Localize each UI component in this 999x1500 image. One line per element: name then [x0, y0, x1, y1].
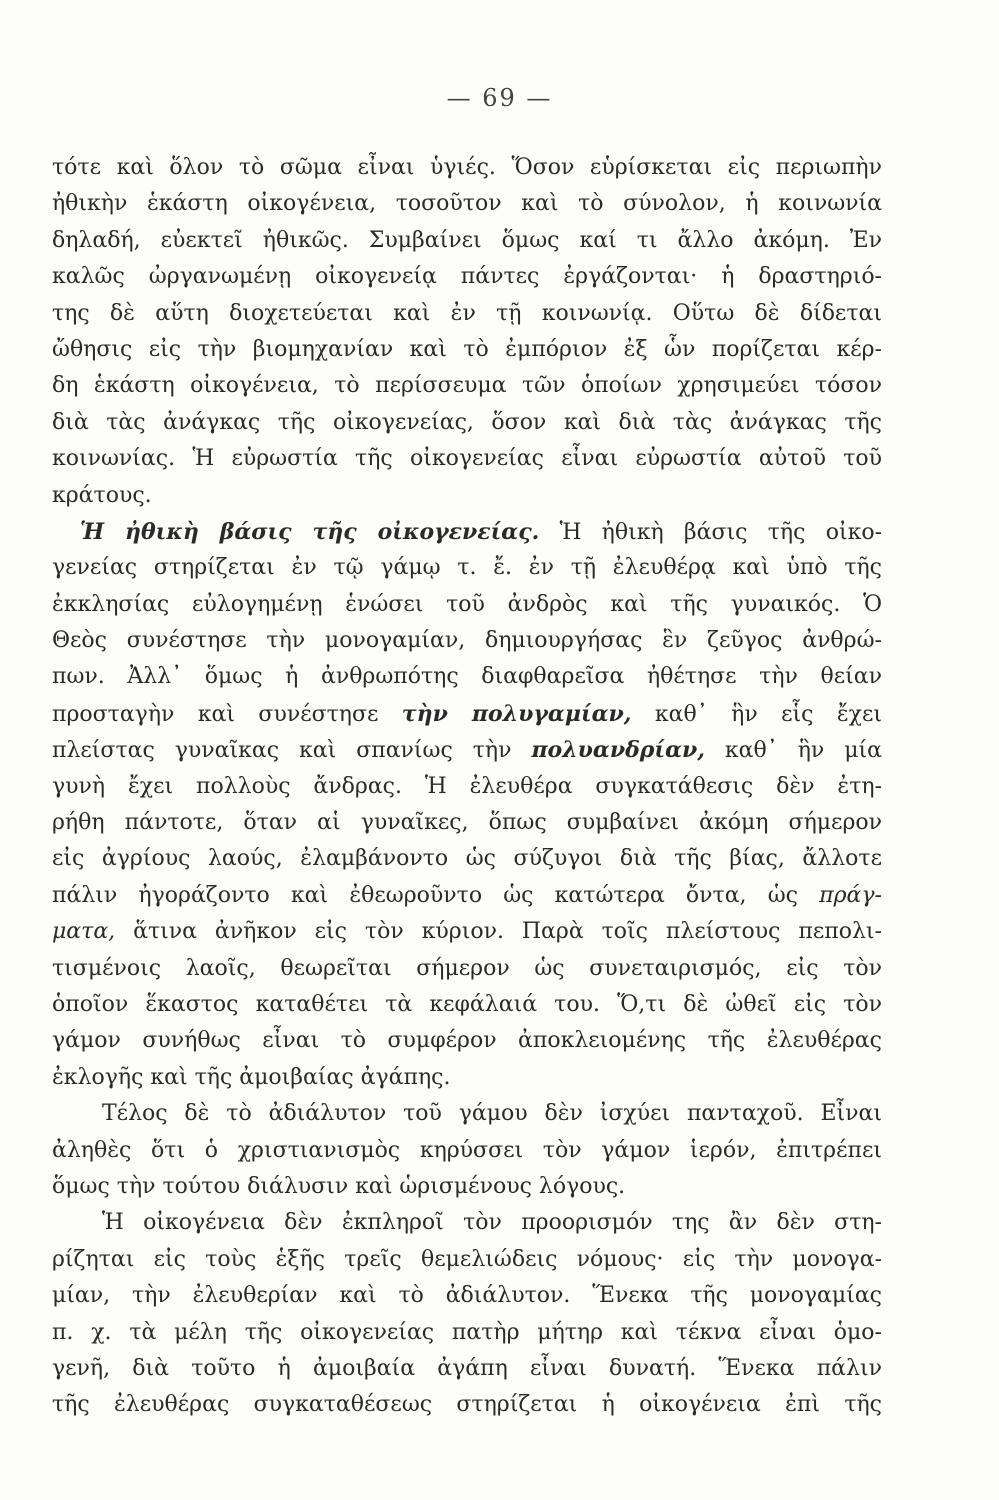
text-line: Ἡ οἰκογένεια δὲν ἐκπληροῖ τὸν προορισμόν της ἂν δὲν στη- [102, 1210, 882, 1236]
emphasis-term: ματα, [52, 919, 116, 945]
text-line: ἀληθὲς ὅτι ὁ χριστιανισμὸς κηρύσσει τὸν γάμον ἱερόν, ἐπιτρέπει [52, 1137, 882, 1163]
text-line: ὤθησις εἰς τὴν βιομηχανίαν καὶ τὸ ἐμπόριον ἐξ ὧν πορίζεται κέρ- [52, 336, 882, 362]
text-line: ὅμως τὴν τούτου διάλυσιν καὶ ὡρισμένους λόγους. [52, 1173, 626, 1199]
body-text [52, 150, 882, 1424]
page-number: — 69 — [446, 84, 553, 112]
text-line: γυνὴ ἔχει πολλοὺς ἄνδρας. Ἡ ἐλευθέρα συγκατάθεσις δὲν ἐτη- [52, 773, 882, 799]
text-line: ρίζηται εἰς τοὺς ἑξῆς τρεῖς θεμελιώδεις νόμους· εἰς τὴν μονογα- [52, 1246, 882, 1272]
text-line [52, 732, 882, 768]
text-line: εἰς ἀγρίους λαούς, ἐλαμβάνοντο ὡς σύζυγοι διὰ τῆς βίας, ἄλλοτε [52, 846, 882, 872]
text-fragment: πάλιν ἠγοράζοντο καὶ ἐθεωροῦντο ὡς κατώτερα ὄντα, ὡς [52, 882, 820, 908]
text-line: ἠθικὴν ἑκάστη οἰκογένεια, τοσοῦτον καὶ τὸ σύνολον, ἡ κοινωνία [52, 191, 882, 217]
text-fragment: καθ᾽ ἣν εἷς ἔχει [631, 701, 883, 727]
text-line [52, 878, 882, 914]
text-line: δη ἑκάστη οἰκογένεια, τὸ περίσσευμα τῶν ὁποίων χρησιμεύει τόσον [52, 373, 882, 399]
emphasis-term: τὴν πολυγαμίαν, [401, 700, 632, 727]
text-line: γενείας στηρίζεται ἐν τῷ γάμῳ τ. ἔ. ἐν τῇ ἐλευθέρᾳ καὶ ὑπὸ τῆς [52, 555, 882, 581]
text-line: Τέλος δὲ τὸ ἀδιάλυτον τοῦ γάμου δὲν ἰσχύει πανταχοῦ. Εἶναι [102, 1101, 882, 1127]
text-fragment: Ἡ ἠθικὴ βάσις τῆς οἰκο- [539, 519, 883, 545]
text-line: κράτους. [52, 482, 152, 508]
text-fragment: καθ᾽ ἣν μία [704, 738, 882, 764]
text-line: ἐκλογῆς καὶ τῆς ἀμοιβαίας ἀγάπης. [52, 1064, 451, 1090]
text-line: κοινωνίας. Ἡ εὐρωστία τῆς οἰκογενείας εἶναι εὐρωστία αὐτοῦ τοῦ [52, 446, 882, 472]
text-line: π. χ. τὰ μέλη τῆς οἰκογενείας πατὴρ μήτηρ καὶ τέκνα εἶναι ὁμο- [52, 1319, 882, 1345]
text-line: ὁποῖον ἕκαστος καταθέτει τὰ κεφάλαιά του. Ὅ,τι δὲ ὠθεῖ εἰς τὸν [52, 991, 882, 1017]
emphasis-term: πολυανδρίαν, [531, 737, 705, 764]
text-line: Θεὸς συνέστησε τὴν μονογαμίαν, δημιουργήσας ἓν ζεῦγος ἀνθρώ- [52, 628, 882, 654]
text-line: ρήθη πάντοτε, ὅταν αἱ γυναῖκες, ὅπως συμβαίνει ἀκόμη σήμερον [52, 810, 882, 836]
text-line: τῆς ἐλευθέρας συγκαταθέσεως στηρίζεται ἡ οἰκογένεια ἐπὶ τῆς [52, 1392, 882, 1418]
text-line: γάμον συνήθως εἶναι τὸ συμφέρον ἀποκλειομένης τῆς ἐλευθέρας [52, 1028, 882, 1054]
section-heading: Ἡ ἠθικὴ βάσις τῆς οἰκογενείας. [80, 518, 540, 545]
text-fragment: πλείστας γυναῖκας καὶ σπανίως τὴν [52, 738, 532, 764]
text-line: τισμένοις λαοῖς, θεωρεῖται σήμερον ὡς συνεταιρισμός, εἰς τὸν [52, 955, 882, 981]
text-line: τότε καὶ ὅλον τὸ σῶμα εἶναι ὑγιές. Ὅσον εὑρίσκεται εἰς περιωπὴν [52, 155, 882, 180]
section-heading-line [52, 514, 882, 550]
text-line: ἐκκλησίας εὐλογημένῃ ἑνώσει τοῦ ἀνδρὸς καὶ τῆς γυναικός. Ὁ [52, 591, 882, 617]
text-line: της δὲ αὕτη διοχετεύεται καὶ ἐν τῇ κοινωνίᾳ. Οὕτω δὲ δίδεται [52, 300, 882, 326]
text-line: γενῆ, διὰ τοῦτο ἡ ἀμοιβαία ἀγάπη εἶναι δυνατή. Ἕνεκα πάλιν [52, 1355, 882, 1381]
text-fragment: προσταγὴν καὶ συνέστησε [52, 701, 402, 727]
text-line [52, 914, 882, 950]
text-fragment: ἅτινα ἀνῆκον εἰς τὸν κύριον. Παρὰ τοῖς πλείστους πεπολι- [115, 919, 882, 945]
emphasis-term: πράγ- [819, 882, 882, 908]
text-line: πων. Ἀλλ᾽ ὅμως ἡ ἀνθρωπότης διαφθαρεῖσα ἠθέτησε τὴν θείαν [52, 664, 882, 690]
text-line: διὰ τὰς ἀνάγκας τῆς οἰκογενείας, ὅσον καὶ διὰ τὰς ἀνάγκας τῆς [52, 409, 882, 435]
text-line [52, 696, 882, 732]
text-line: μίαν, τὴν ἐλευθερίαν καὶ τὸ ἀδιάλυτον. Ἕνεκα τῆς μονογαμίας [52, 1283, 882, 1309]
text-line: καλῶς ὠργανωμένῃ οἰκογενείᾳ πάντες ἐργάζονται· ἡ δραστηριό- [52, 264, 882, 290]
text-line: δηλαδή, εὐεκτεῖ ἠθικῶς. Συμβαίνει ὅμως καί τι ἄλλο ἀκόμη. Ἐν [52, 227, 882, 253]
